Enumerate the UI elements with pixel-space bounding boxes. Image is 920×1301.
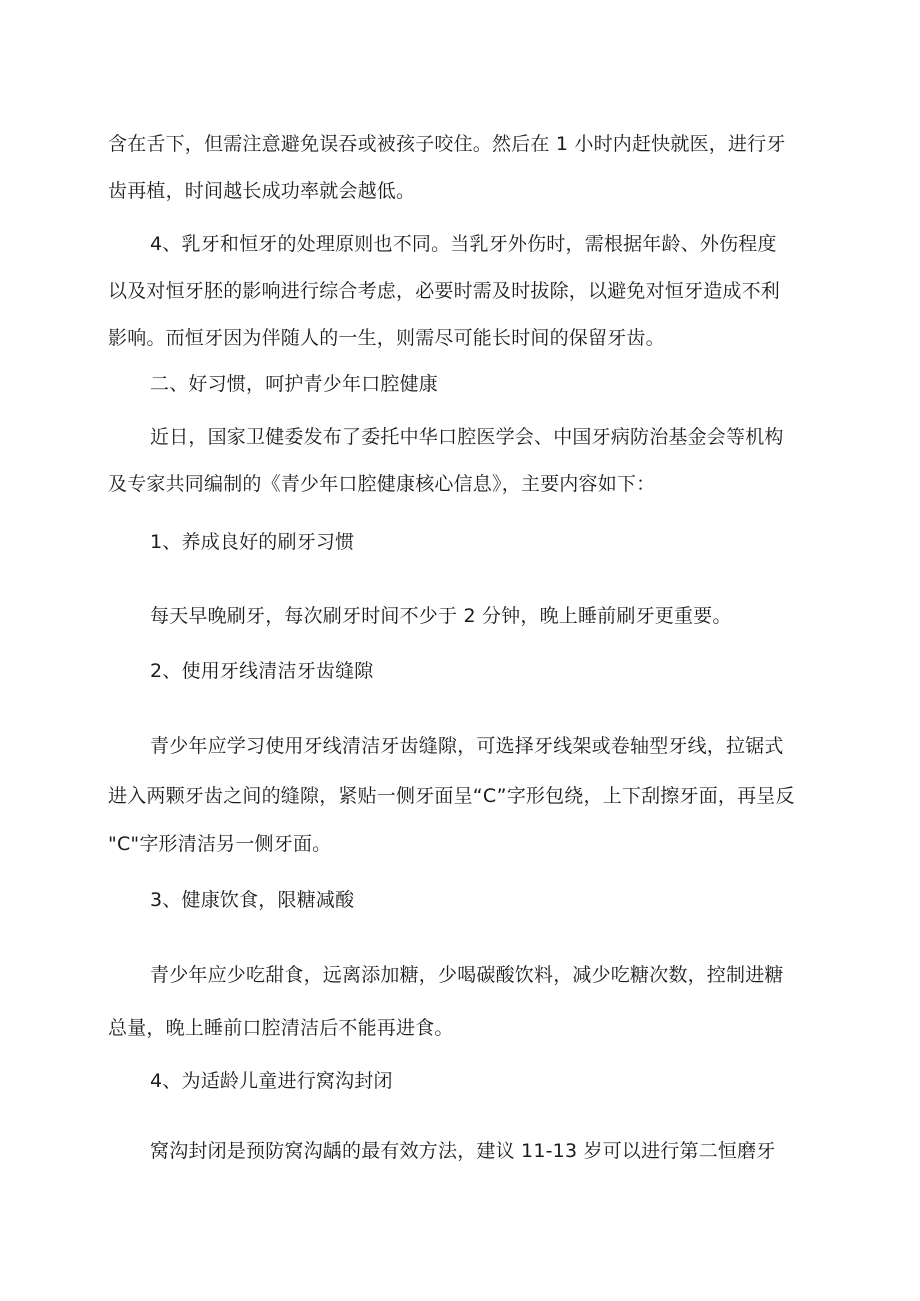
- text-line: 进入两颗牙齿之间的缝隙，紧贴一侧牙面呈“C”字形包绕，上下刮擦牙面，再呈反: [108, 785, 795, 807]
- paragraph-heading: 4、乳牙和恒牙的处理原则也不同。当乳牙外伤时，需根据年龄、外伤程度: [150, 233, 777, 255]
- text-line: 含在舌下，但需注意避免误吞或被孩子咬住。然后在 1 小时内赶快就医，进行牙: [108, 133, 786, 155]
- subsection-heading: 3、健康饮食，限糖减酸: [150, 889, 355, 911]
- text-line: 及专家共同编制的《青少年口腔健康核心信息》，主要内容如下：: [108, 473, 656, 495]
- subsection-heading: 2、使用牙线清洁牙齿缝隙: [150, 660, 374, 682]
- subsection-heading: 4、为适龄儿童进行窝沟封闭: [150, 1070, 393, 1092]
- text-line: 齿再植，时间越长成功率就会越低。: [108, 180, 416, 202]
- text-line: 窝沟封闭是预防窝沟龋的最有效方法，建议 11-13 岁可以进行第二恒磨牙: [150, 1140, 776, 1162]
- text-line: 近日，国家卫健委发布了委托中华口腔医学会、中国牙病防治基金会等机构: [150, 426, 784, 448]
- section-heading: 二、好习惯，呵护青少年口腔健康: [150, 373, 439, 395]
- text-line: 以及对恒牙胚的影响进行综合考虑，必要时需及时拔除，以避免对恒牙造成不利: [108, 280, 781, 302]
- text-line: 青少年应学习使用牙线清洁牙齿缝隙，可选择牙线架或卷轴型牙线，拉锯式: [150, 735, 784, 757]
- subsection-heading: 1、养成良好的刷牙习惯: [150, 531, 355, 553]
- text-line: "C"字形清洁另一侧牙面。: [108, 833, 332, 855]
- text-line: 每天早晚刷牙，每次刷牙时间不少于 2 分钟，晚上睡前刷牙更重要。: [150, 605, 732, 627]
- text-line: 总量，晚上睡前口腔清洁后不能再进食。: [108, 1017, 454, 1039]
- text-line: 影响。而恒牙因为伴随人的一生，则需尽可能长时间的保留牙齿。: [108, 327, 665, 349]
- text-line: 青少年应少吃甜食，远离添加糖，少喝碳酸饮料，减少吃糖次数，控制进糖: [150, 964, 784, 986]
